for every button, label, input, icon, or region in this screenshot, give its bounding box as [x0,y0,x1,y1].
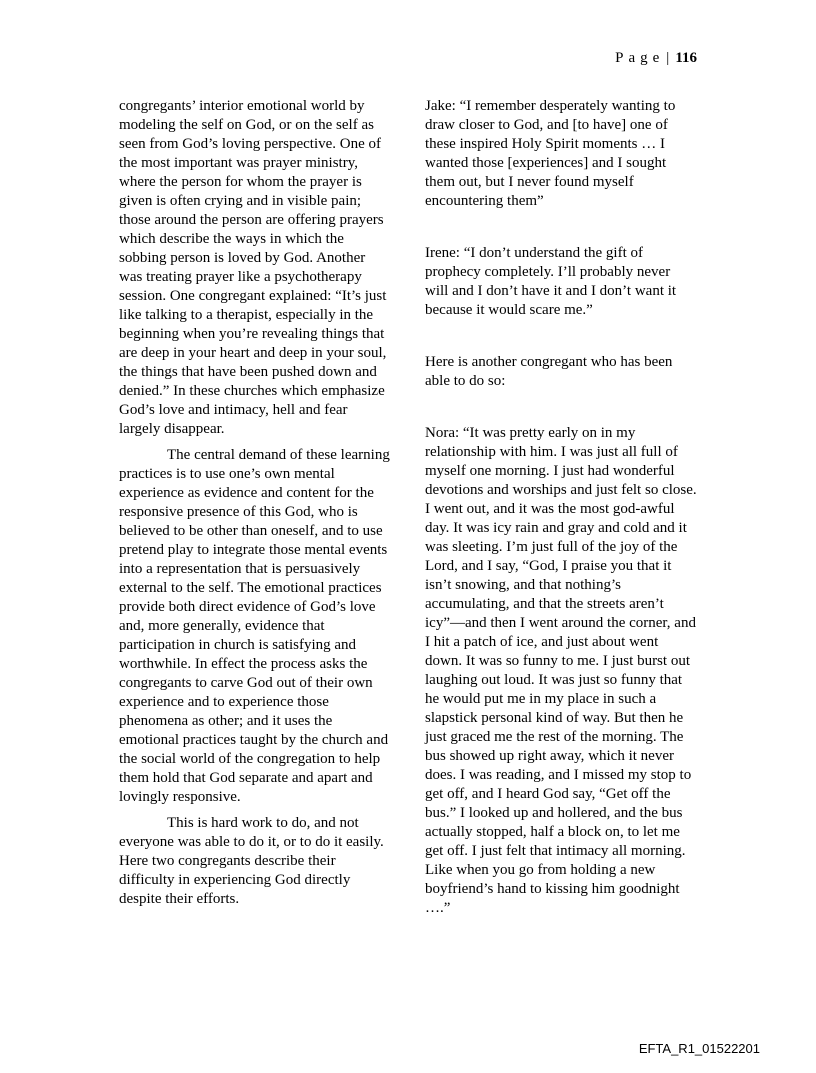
page-header [615,50,697,67]
left-column [119,97,391,918]
page-number: 116 [675,50,697,66]
paragraph-transition: Here is another congregant who has been able to do so: [425,354,673,389]
paragraph: The central demand of these learning practices is to use one’s own mental experience as evidence and content for the responsive presence of this God, who is believed to be other than oneself, and to use pretend play to integrate those mental events into a representation that is persuasively external to the self. The emotional practices provide both direct evidence of God’s love and, more generally, evidence that participation in church is satisfying and worthwhile. In effect the process asks the congregants to carve God out of their own experience and to experience those phenomena as other; and it uses the emotional practices taught by the church and the social world of the congregation to help them hold that God separate and apart and lovingly responsive. [119,447,390,805]
page-label: Page [615,50,665,66]
paragraph-jake-quote: Jake: “I remember desperately wanting to draw closer to God, and [to have] one of these inspired Holy Spirit moments … I wanted those [experiences] and I sought them out, but I never found myself encountering them” [425,98,676,209]
paragraph-nora-quote: Nora: “It was pretty early on in my relationship with him. I was just all full of myself one morning. I just had wonderful devotions and worships and just felt so close. I went out, and it was the most god-awful day. It was icy rain and gray and cold and it was sleeting. I’m just full of the joy of the Lord, and I say, “God, I praise you that it isn’t snowing, and that nothing’s accumulating, and that the streets aren’t icy”—and then I went around the corner, and I hit a patch of ice, and just about went down. It was so funny to me. I just burst out laughing out loud. It was just so funny that he would put me in my place in such a slapstick personal kind of way. But then he just graced me the rest of the morning. The bus showed up right away, which it never does. I was reading, and I missed my stop to get off, and I heard God say, “Get off the bus.” I looked up and hollered, and the bus actually stopped, half a block on, to let me get off. I just felt that intimacy all morning. Like when you go from holding a new boyfriend’s hand to kissing him goodnight ….” [425,425,697,916]
paragraph: congregants’ interior emotional world by modeling the self on God, or on the self as seen from God’s loving perspective. One of the most important was prayer ministry, where the person for whom the prayer is given is often crying and in visible pain; those around the person are offering prayers which describe the ways in which the sobbing person is loved by God. Another was treating prayer like a psychotherapy session. One congregant explained: “It’s just like talking to a therapist, especially in the beginning when you’re revealing things that are deep in your heart and deep in your soul, the things that have been pushed down and denied.” In these churches which emphasize God’s love and intimacy, hell and fear largely disappear. [119,98,387,437]
page-footer [639,1041,760,1056]
paragraph-irene-quote: Irene: “I don’t understand the gift of prophecy completely. I’ll probably never will and I don’t have it and I don’t want it because it would scare me.” [425,245,677,318]
text-columns [119,97,697,918]
paragraph: This is hard work to do, and not everyone was able to do it, or to do it easily. Here two congregants describe their difficulty in experiencing God directly despite their efforts. [119,815,384,907]
document-id: EFTA_R1_01522201 [638,1041,760,1056]
right-column [425,97,697,918]
page-separator: | [666,50,670,66]
